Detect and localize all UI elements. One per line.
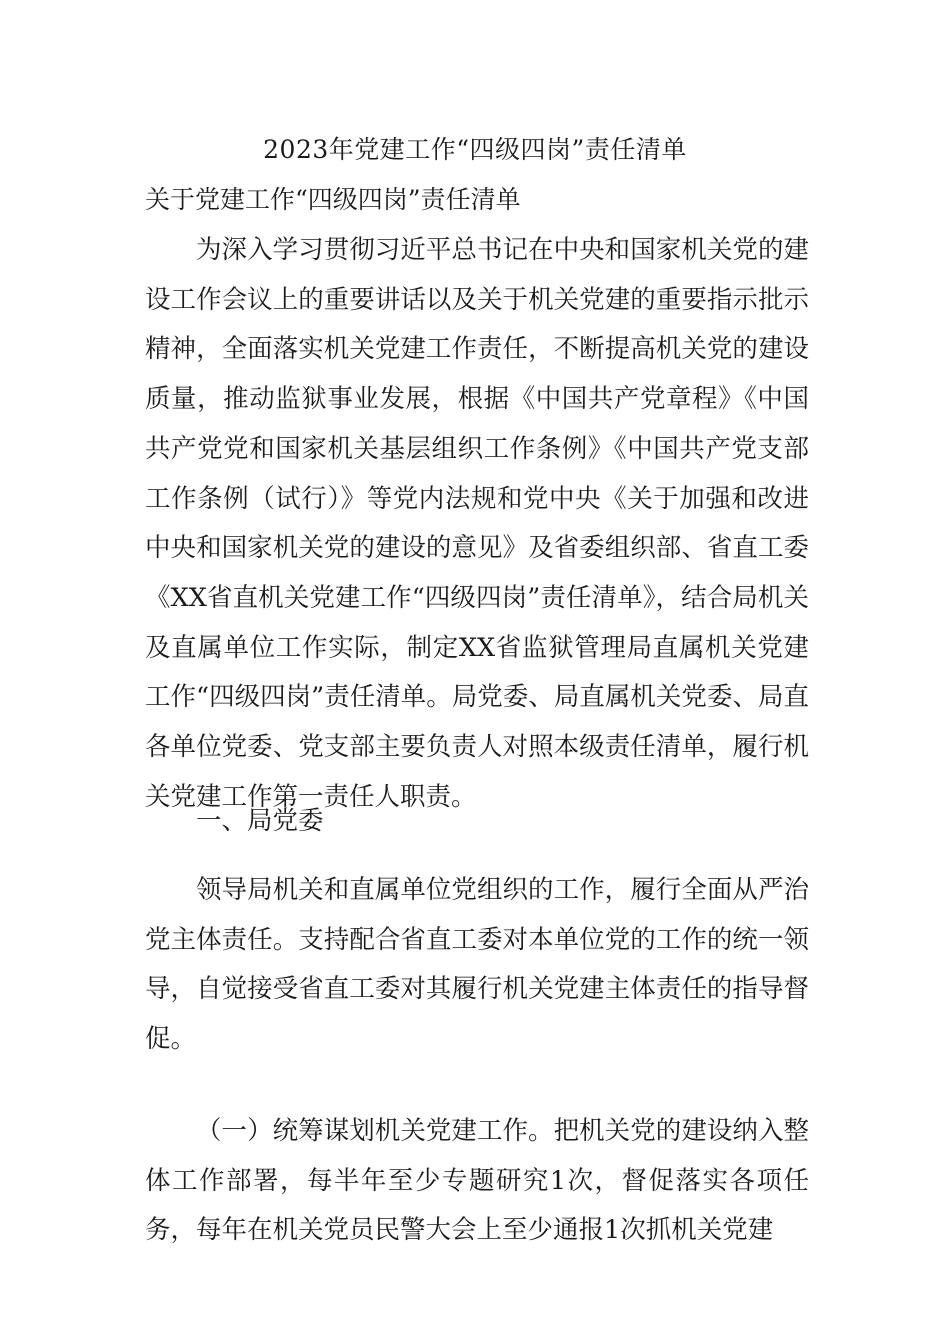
section-heading: 一、局党委: [196, 806, 324, 836]
document-title: 2023年党建工作“四级四岗”责任清单: [263, 135, 687, 164]
section-paragraph: 领导局机关和直属单位党组织的工作，履行全面从严治党主体责任。支持配合省直工委对本单位党的工作的统一领导，自觉接受省直工委对其履行机关党建主体责任的指导督促。: [145, 875, 809, 1055]
document-subtitle: 关于党建工作“四级四岗”责任清单: [145, 185, 521, 214]
intro-paragraph: 为深入学习贯彻习近平总书记在中央和国家机关党的建设工作会议上的重要讲话以及关于机关党建的重要指示批示精神，全面落实机关党建工作责任，不断提高机关党的建设质量，推动监狱事业发展，根据《中国共产党章程》《中国共产党党和国家机关基层组织工作条例》《中国共产党支部工作条例（试行）》等党内法规和党中央《关于加强和改进中央和国家机关党的建设的意见》及省委组织部、省直工委《XX省直机关党建工作“四级四岗”责任清单》，结合局机关及直属单位工作实际，制定XX省监狱管理局直属机关党建工作“四级四岗”责任清单。局党委、局直属机关党委、局直各单位党委、党支部主要负责人对照本级责任清单，履行机关党建工作第一责任人职责。: [145, 235, 809, 812]
item-paragraph: （一）统筹谋划机关党建工作。把机关党的建设纳入整体工作部署，每半年至少专题研究1次，督促落实各项任务，每年在机关党员民警大会上至少通报1次抓机关党建: [145, 1116, 809, 1246]
